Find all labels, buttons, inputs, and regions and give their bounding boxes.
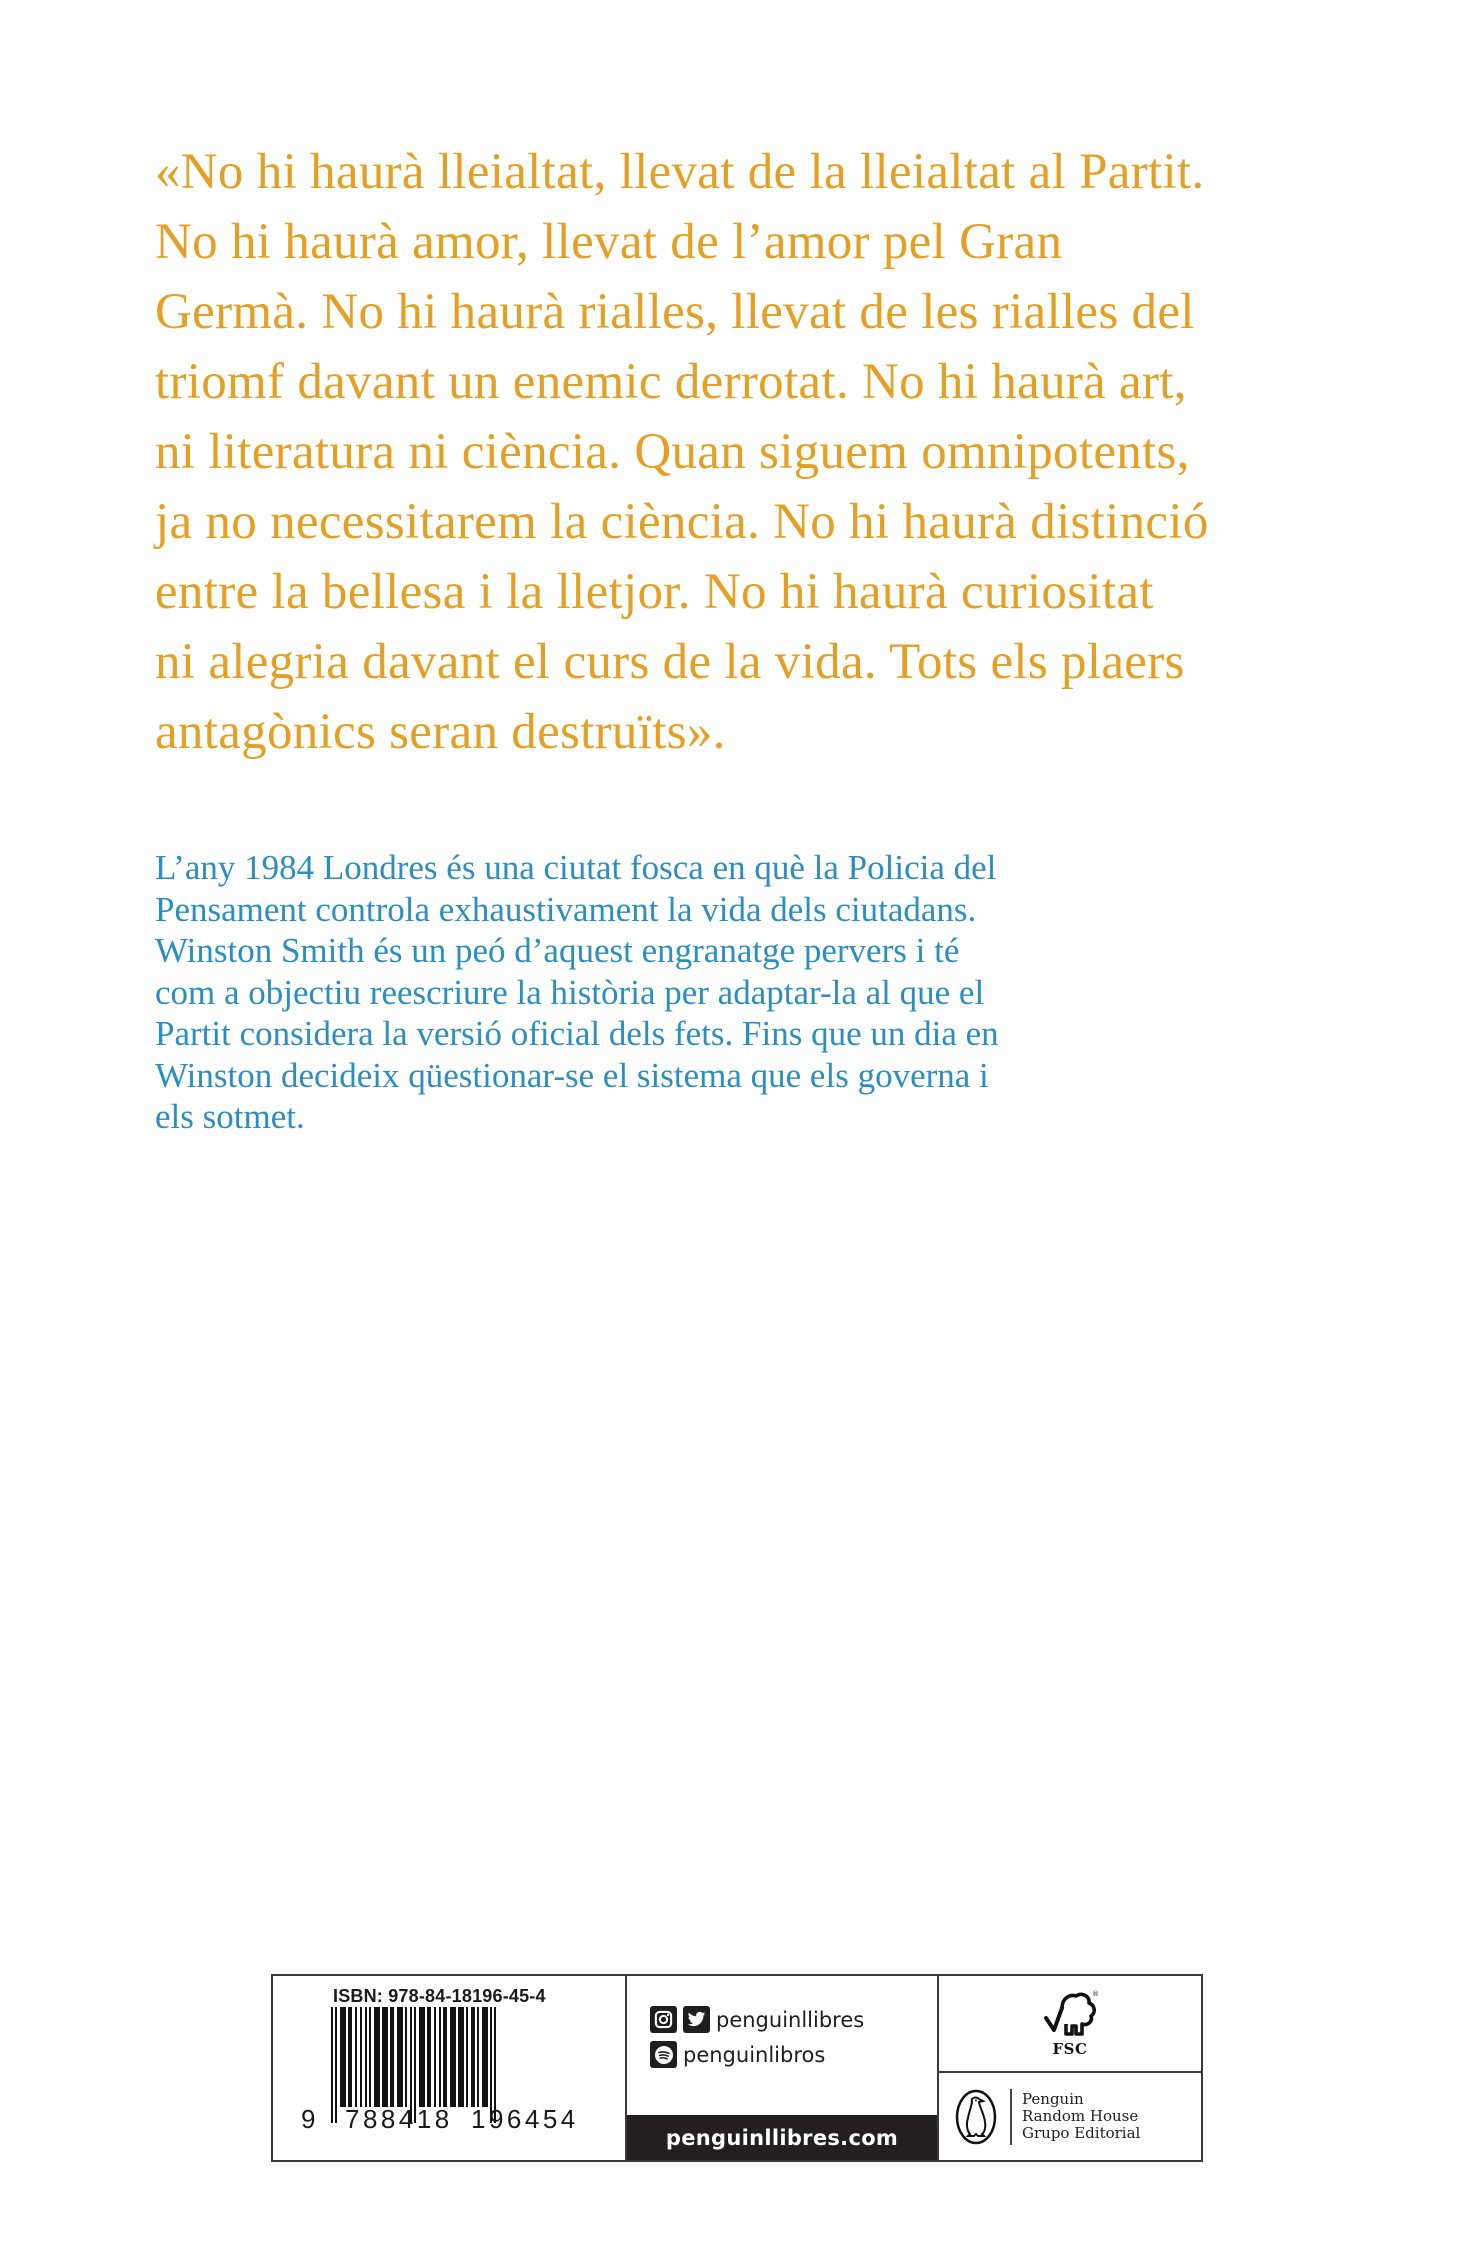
twitter-icon <box>683 2006 710 2033</box>
publisher-line: Grupo Editorial <box>1022 2124 1141 2142</box>
social-handle: penguinllibres <box>716 2007 865 2032</box>
social-handle: penguinlibros <box>683 2042 826 2067</box>
logos-panel <box>939 1976 1201 2160</box>
barcode-digit-first: 9 <box>301 2104 319 2134</box>
quote-line: No hi haurà amor, llevat de l’amor pel Gran <box>155 214 1063 270</box>
penguin-random-house-logo <box>939 2073 1201 2160</box>
quote-line: Germà. No hi haurà rialles, llevat de les rialles del <box>155 284 1195 340</box>
logo-divider <box>1010 2089 1012 2145</box>
svg-text:®: ® <box>1092 1989 1099 1998</box>
instagram-icon <box>650 2006 677 2033</box>
quote-line: ni literatura ni ciència. Quan siguem omnipotents, <box>155 424 1190 480</box>
quote-line: ja no necessitarem la ciència. No hi haurà distinció <box>155 494 1209 550</box>
barcode-digits-left: 788418 <box>345 2104 453 2134</box>
fsc-logo <box>939 1976 1201 2073</box>
publisher-line: Random House <box>1022 2107 1139 2125</box>
quote-line: ni alegria davant el curs de la vida. Tots els plaers <box>155 634 1185 690</box>
fsc-label: FSC <box>1052 2039 1088 2058</box>
publisher-info-box <box>271 1974 1203 2162</box>
synopsis-line: Partit considera la versió oficial dels fets. Fins que un dia en <box>155 1014 999 1053</box>
social-row-libros[interactable] <box>650 2041 825 2068</box>
spotify-icon <box>650 2041 677 2068</box>
publisher-name <box>1022 2091 1140 2142</box>
isbn-label: ISBN: 978-84-18196-45-4 <box>333 1986 546 2006</box>
quote-line: «No hi haurà lleialtat, llevat de la lleialtat al Partit. <box>155 144 1205 200</box>
publisher-line: Penguin <box>1022 2090 1084 2108</box>
website-link[interactable]: penguinllibres.com <box>627 2115 937 2160</box>
barcode-digits-right: 196454 <box>471 2104 579 2134</box>
quote-line: triomf davant un enemic derrotat. No hi haurà art, <box>155 354 1187 410</box>
fsc-tree-checkmark-icon <box>1040 1990 1100 2042</box>
synopsis-line: Pensament controla exhaustivament la vida dels ciutadans. <box>155 889 977 929</box>
back-cover-quote <box>155 137 1405 767</box>
book-synopsis <box>155 847 1355 1138</box>
social-panel <box>627 1976 939 2160</box>
synopsis-line: Winston Smith és un peó d’aquest engranatge pervers i té <box>155 931 960 970</box>
isbn-barcode-panel <box>273 1976 627 2160</box>
synopsis-line: com a objectiu reescriure la història per adaptar-la al que el <box>155 972 985 1012</box>
quote-line: entre la bellesa i la lletjor. No hi haurà curiositat <box>155 564 1154 620</box>
synopsis-line: L’any 1984 Londres és una ciutat fosca en què la Policia del <box>155 848 997 887</box>
social-row-llibres[interactable] <box>650 2006 864 2033</box>
quote-line: antagònics seran destruïts». <box>155 704 726 760</box>
synopsis-line: Winston decideix qüestionar-se el sistema que els governa i <box>155 1055 989 1095</box>
penguin-icon <box>954 2088 998 2146</box>
synopsis-line: els sotmet. <box>155 1097 305 1136</box>
